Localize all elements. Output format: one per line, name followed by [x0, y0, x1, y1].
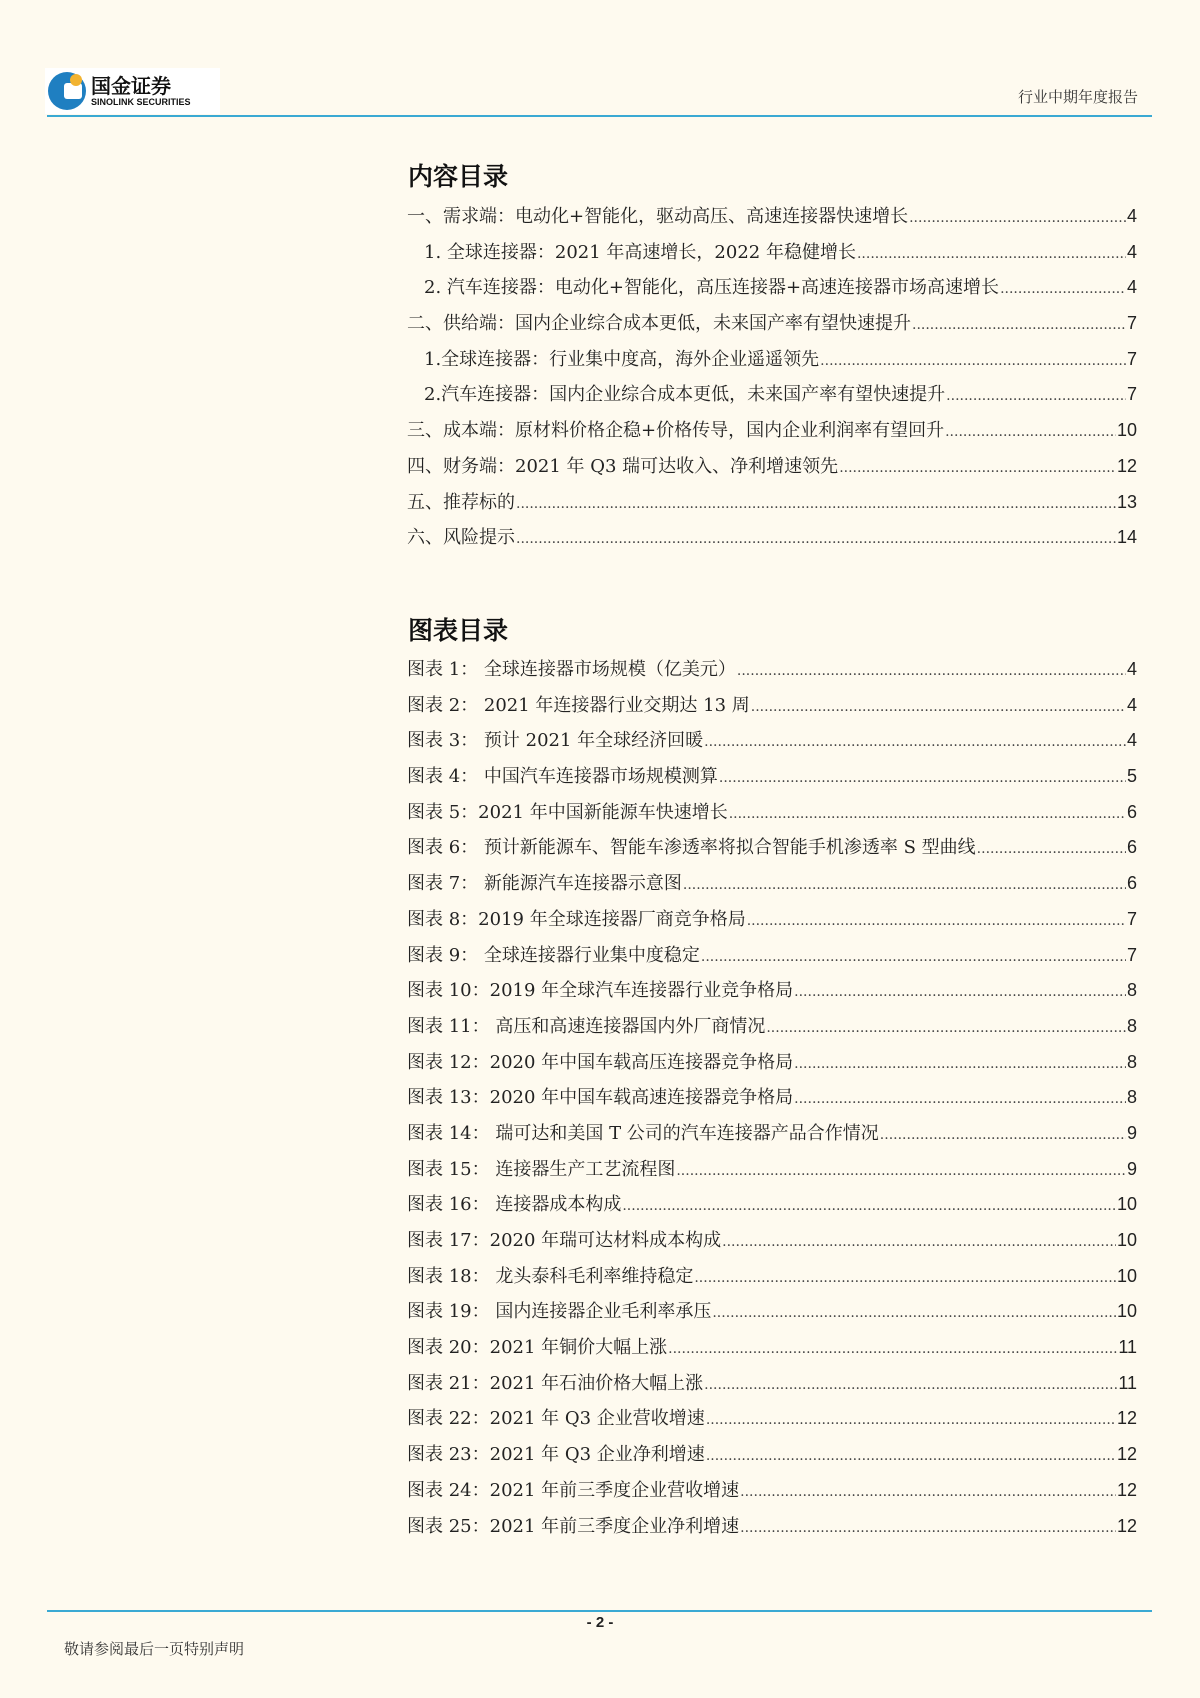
- toc-entry[interactable]: [407, 202, 1137, 238]
- figure-entry-label: 图表 18： 龙头泰科毛利率维持稳定: [407, 1265, 694, 1287]
- contents-list: [407, 202, 1137, 559]
- figure-entry-page: 5: [1126, 766, 1137, 787]
- figure-entry-label: 图表 8：2019 年全球连接器厂商竞争格局: [407, 908, 746, 930]
- figure-entry-label: 图表 7： 新能源汽车连接器示意图: [407, 873, 682, 895]
- figure-entry-page: 7: [1126, 908, 1137, 929]
- figure-entry[interactable]: [407, 1155, 1137, 1191]
- figure-entry-label: 图表 23：2021 年 Q3 企业净利增速: [407, 1444, 705, 1466]
- leader-dots: [704, 1377, 1117, 1393]
- toc-entry-page: 4: [1126, 241, 1137, 262]
- figure-entry-label: 图表 6： 预计新能源车、智能车渗透率将拟合智能手机渗透率 S 型曲线: [407, 837, 976, 859]
- toc-entry-label: 二、供给端：国内企业综合成本更低，未来国产率有望快速提升: [407, 313, 911, 335]
- leader-dots: [712, 1305, 1116, 1321]
- leader-dots: [1000, 281, 1126, 297]
- figure-entry[interactable]: [407, 1226, 1137, 1262]
- leader-dots: [668, 1341, 1117, 1357]
- leader-dots: [857, 246, 1126, 262]
- figure-entry-label: 图表 16： 连接器成本构成: [407, 1194, 622, 1216]
- figure-entry-label: 图表 21：2021 年石油价格大幅上涨: [407, 1372, 704, 1394]
- toc-entry-label: 三、成本端：原材料价格企稳+价格传导，国内企业利润率有望回升: [407, 420, 945, 442]
- leader-dots: [794, 984, 1126, 1000]
- leader-dots: [747, 913, 1126, 929]
- figure-entry[interactable]: [407, 833, 1137, 869]
- figure-entry-page: 8: [1126, 1015, 1137, 1036]
- figure-entry-label: 图表 3： 预计 2021 年全球经济回暖: [407, 730, 704, 752]
- figure-entry-label: 图表 2： 2021 年连接器行业交期达 13 周: [407, 694, 750, 716]
- figure-entry-label: 图表 4： 中国汽车连接器市场规模测算: [407, 766, 718, 788]
- figure-entry[interactable]: [407, 1190, 1137, 1226]
- figure-entry-label: 图表 22：2021 年 Q3 企业营收增速: [407, 1408, 705, 1430]
- sinolink-logo: [45, 68, 220, 114]
- contents-title: 内容目录: [408, 162, 509, 191]
- leader-dots: [676, 1163, 1126, 1179]
- logo-chinese-name: 国金证券: [91, 74, 171, 98]
- leader-dots: [719, 770, 1126, 786]
- leader-dots: [701, 949, 1126, 965]
- figure-entry-page: 8: [1126, 1051, 1137, 1072]
- leader-dots: [880, 1127, 1126, 1143]
- figure-entry-page: 12: [1116, 1408, 1137, 1429]
- figure-entry-page: 4: [1126, 730, 1137, 751]
- figure-entry-page: 12: [1116, 1479, 1137, 1500]
- figure-entry-label: 图表 1： 全球连接器市场规模（亿美元）: [407, 659, 736, 680]
- figure-entry-page: 11: [1118, 1337, 1137, 1358]
- figure-entry-page: 12: [1116, 1444, 1137, 1465]
- leader-dots: [683, 877, 1126, 893]
- leader-dots: [820, 353, 1126, 369]
- figure-entry-label: 图表 12：2020 年中国车载高压连接器竞争格局: [407, 1051, 794, 1073]
- leader-dots: [516, 531, 1116, 547]
- figure-entry-label: 图表 5：2021 年中国新能源车快速增长: [407, 801, 728, 823]
- toc-entry[interactable]: [407, 309, 1137, 345]
- figure-entry-page: 4: [1126, 659, 1137, 679]
- figure-entry-page: 10: [1116, 1265, 1137, 1286]
- figure-entry-label: 图表 24：2021 年前三季度企业营收增速: [407, 1479, 740, 1501]
- figure-entry-label: 图表 13：2020 年中国车载高速连接器竞争格局: [407, 1087, 794, 1109]
- figure-entry[interactable]: [407, 798, 1137, 834]
- figure-entry[interactable]: [407, 1012, 1137, 1048]
- figure-entry[interactable]: [407, 1297, 1137, 1333]
- figure-entry-label: 图表 19： 国内连接器企业毛利率承压: [407, 1301, 712, 1323]
- logo-english-name: SINOLINK SECURITIES: [91, 97, 191, 107]
- logo-mark-icon: [48, 72, 86, 110]
- leader-dots: [516, 496, 1116, 512]
- toc-entry[interactable]: [407, 488, 1137, 524]
- figure-entry[interactable]: [407, 1476, 1137, 1512]
- leader-dots: [766, 1020, 1126, 1036]
- figure-entry-page: 9: [1126, 1158, 1137, 1179]
- figure-entry-page: 4: [1126, 694, 1137, 715]
- toc-entry-page: 4: [1126, 206, 1137, 226]
- figure-entry[interactable]: [407, 1048, 1137, 1084]
- leader-dots: [706, 1412, 1116, 1428]
- toc-entry-label: 1. 全球连接器：2021 年高速增长，2022 年稳健增长: [424, 241, 856, 263]
- figure-entry-page: 6: [1126, 873, 1137, 894]
- figure-entry[interactable]: [407, 1262, 1137, 1298]
- toc-entry-label: 四、财务端：2021 年 Q3 瑞可达收入、净利增速领先: [407, 455, 839, 477]
- figure-entry-page: 10: [1116, 1301, 1137, 1322]
- figure-entry[interactable]: [407, 1512, 1137, 1548]
- figure-entry[interactable]: [407, 1369, 1137, 1405]
- leader-dots: [945, 424, 1116, 440]
- toc-entry-page: 7: [1126, 384, 1137, 405]
- toc-entry[interactable]: [407, 380, 1137, 416]
- figure-entry-page: 9: [1126, 1122, 1137, 1143]
- figures-title: 图表目录: [408, 616, 509, 645]
- figure-entry-label: 图表 11： 高压和高速连接器国内外厂商情况: [407, 1015, 766, 1037]
- toc-entry-page: 13: [1116, 491, 1137, 512]
- figure-entry-label: 图表 25：2021 年前三季度企业净利增速: [407, 1515, 740, 1537]
- figure-entry-label: 图表 17：2020 年瑞可达材料成本构成: [407, 1230, 722, 1251]
- figure-entry[interactable]: [407, 726, 1137, 762]
- toc-entry-page: 14: [1116, 527, 1137, 548]
- disclaimer-note: 敬请参阅最后一页特别声明: [64, 1640, 245, 1658]
- figure-entry-page: 12: [1116, 1515, 1137, 1536]
- toc-entry[interactable]: [407, 273, 1137, 309]
- leader-dots: [706, 1448, 1116, 1464]
- toc-entry[interactable]: [407, 345, 1137, 381]
- leader-dots: [977, 841, 1126, 857]
- figure-entry[interactable]: [407, 762, 1137, 798]
- figure-entry-label: 图表 9： 全球连接器行业集中度稳定: [407, 944, 700, 966]
- figure-entry-page: 10: [1116, 1230, 1137, 1250]
- toc-entry[interactable]: [407, 416, 1137, 452]
- toc-entry-page: 4: [1126, 277, 1137, 298]
- toc-entry-label: 六、风险提示: [407, 527, 515, 549]
- toc-entry-label: 2.汽车连接器：国内企业综合成本更低，未来国产率有望快速提升: [424, 384, 946, 406]
- figures-list: [407, 655, 1137, 1547]
- leader-dots: [839, 460, 1116, 476]
- report-type: 行业中期年度报告: [1017, 88, 1138, 106]
- footer-divider: [47, 1610, 1152, 1612]
- leader-dots: [737, 663, 1126, 679]
- toc-entry[interactable]: [407, 238, 1137, 274]
- leader-dots: [704, 734, 1126, 750]
- figure-entry[interactable]: [407, 905, 1137, 941]
- toc-entry-page: 7: [1126, 348, 1137, 369]
- figure-entry-label: 图表 15： 连接器生产工艺流程图: [407, 1158, 676, 1180]
- leader-dots: [722, 1234, 1116, 1250]
- figure-entry-page: 11: [1118, 1372, 1137, 1393]
- toc-entry-page: 12: [1116, 455, 1137, 476]
- leader-dots: [622, 1198, 1116, 1214]
- figure-entry[interactable]: [407, 869, 1137, 905]
- leader-dots: [740, 1484, 1116, 1500]
- figure-entry-page: 8: [1126, 1087, 1137, 1108]
- toc-entry-label: 2. 汽车连接器：电动化+智能化，高压连接器+高速连接器市场高速增长: [424, 277, 1000, 299]
- toc-entry-label: 1.全球连接器：行业集中度高，海外企业遥遥领先: [424, 348, 820, 370]
- leader-dots: [740, 1520, 1116, 1536]
- figure-entry[interactable]: [407, 1119, 1137, 1155]
- figure-entry-page: 6: [1126, 837, 1137, 858]
- leader-dots: [751, 699, 1126, 715]
- figure-entry-label: 图表 14： 瑞可达和美国 T 公司的汽车连接器产品合作情况: [407, 1122, 879, 1144]
- figure-entry[interactable]: [407, 1440, 1137, 1476]
- figure-entry-page: 10: [1116, 1194, 1137, 1215]
- toc-entry[interactable]: [407, 452, 1137, 488]
- figure-entry[interactable]: [407, 976, 1137, 1012]
- leader-dots: [946, 388, 1126, 404]
- leader-dots: [794, 1056, 1126, 1072]
- figure-entry[interactable]: [407, 1083, 1137, 1119]
- toc-entry-label: 五、推荐标的: [407, 491, 515, 513]
- leader-dots: [912, 317, 1126, 333]
- leader-dots: [694, 1270, 1116, 1286]
- leader-dots: [729, 806, 1126, 822]
- figure-entry-page: 7: [1126, 944, 1137, 965]
- figure-entry-page: 8: [1126, 980, 1137, 1001]
- figure-entry-page: 6: [1126, 801, 1137, 822]
- figure-entry-label: 图表 20：2021 年铜价大幅上涨: [407, 1337, 668, 1359]
- figure-entry-label: 图表 10：2019 年全球汽车连接器行业竞争格局: [407, 980, 794, 1002]
- toc-entry-page: 7: [1126, 313, 1137, 334]
- leader-dots: [909, 210, 1126, 226]
- leader-dots: [794, 1091, 1126, 1107]
- toc-entry[interactable]: [407, 523, 1137, 559]
- toc-entry-page: 10: [1116, 420, 1137, 441]
- figure-entry[interactable]: [407, 1333, 1137, 1369]
- header-divider: [47, 115, 1152, 117]
- toc-entry-label: 一、需求端：电动化+智能化，驱动高压、高速连接器快速增长: [407, 206, 909, 227]
- figure-entry[interactable]: [407, 655, 1137, 691]
- page-number: - 2 -: [586, 1614, 614, 1631]
- figure-entry[interactable]: [407, 941, 1137, 977]
- figure-entry[interactable]: [407, 691, 1137, 727]
- figure-entry[interactable]: [407, 1404, 1137, 1440]
